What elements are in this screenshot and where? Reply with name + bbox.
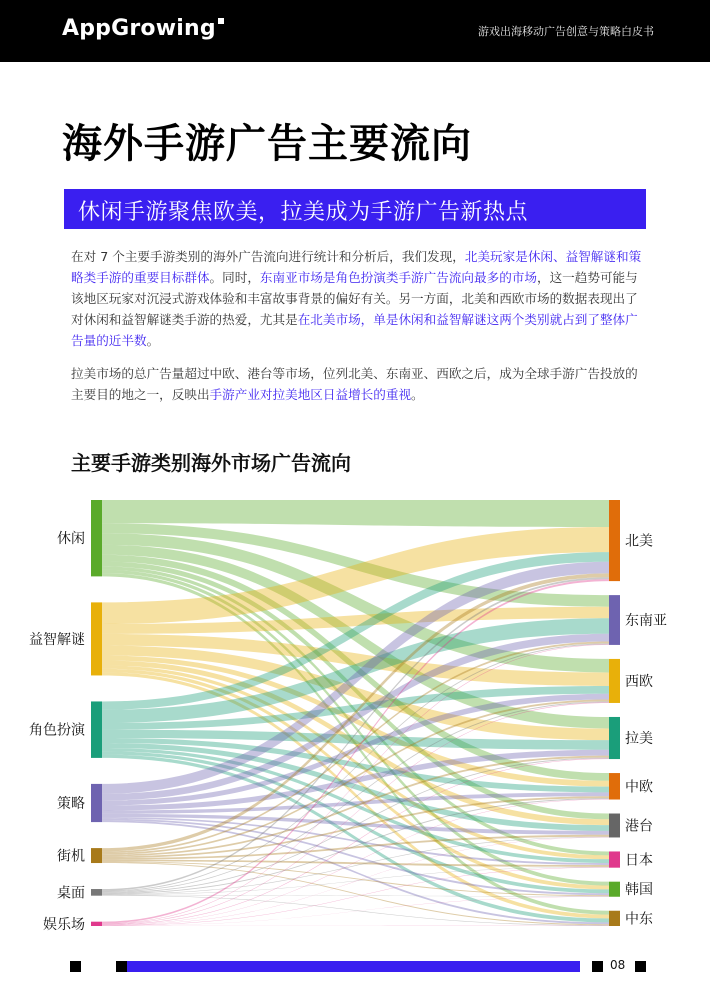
footer-square-end xyxy=(635,961,646,972)
target-node-中欧 xyxy=(609,773,620,799)
source-label: 街机 xyxy=(57,848,85,865)
target-label: 中东 xyxy=(625,911,653,928)
target-label: 中欧 xyxy=(625,779,653,796)
document-title: 游戏出海移动广告创意与策略白皮书 xyxy=(478,25,654,38)
source-node-策略 xyxy=(91,784,102,822)
target-label: 西欧 xyxy=(625,673,653,690)
source-node-街机 xyxy=(91,848,102,863)
page-number: 08 xyxy=(610,958,626,972)
chart-title: 主要手游类别海外市场广告流向 xyxy=(71,451,351,475)
target-node-拉美 xyxy=(609,717,620,759)
appgrowing-logo: AppGrowing xyxy=(62,16,224,41)
highlight-text: 北美玩家是休闲、益智解谜和策略类手游的重要目标群体 xyxy=(71,249,642,285)
target-node-港台 xyxy=(609,814,620,838)
footer-square-left xyxy=(70,961,81,972)
source-node-角色扮演 xyxy=(91,701,102,757)
flow-休闲-北美 xyxy=(102,500,609,527)
banner-text: 休闲手游聚焦欧美，拉美成为手游广告新热点 xyxy=(78,200,529,225)
target-node-西欧 xyxy=(609,659,620,703)
body-text: 。 xyxy=(411,387,424,402)
source-label: 娱乐场 xyxy=(43,916,85,933)
footer-progress-bar xyxy=(127,961,580,972)
target-label: 东南亚 xyxy=(625,613,667,630)
target-label: 韩国 xyxy=(625,882,653,899)
target-node-日本 xyxy=(609,851,620,867)
source-label: 益智解谜 xyxy=(29,631,85,648)
body-text: 在对 7 个主要手游类别的海外广告流向进行统计和分析后，我们发现， xyxy=(71,249,465,264)
target-label: 港台 xyxy=(625,818,653,835)
footer-square-right xyxy=(592,961,603,972)
source-node-娱乐场 xyxy=(91,922,102,926)
source-node-休闲 xyxy=(91,500,102,576)
target-node-韩国 xyxy=(609,882,620,897)
highlight-text: 东南亚市场是角色扮演类手游广告流向最多的市场 xyxy=(259,270,537,285)
target-label: 北美 xyxy=(625,533,653,550)
source-node-益智解谜 xyxy=(91,602,102,675)
target-label: 拉美 xyxy=(625,731,653,748)
body-text: ，这一趋势可能与该地区玩家对沉浸式游戏体验和丰富故事背景的偏好有关。另一方面，北美和西欧市场的数据表现出了对休闲和益智解谜类手游的热爱，尤其是 xyxy=(71,270,638,327)
sankey-links xyxy=(102,500,609,926)
source-node-桌面 xyxy=(91,889,102,896)
target-label: 日本 xyxy=(625,852,653,869)
source-label: 角色扮演 xyxy=(29,722,85,739)
source-label: 休闲 xyxy=(57,531,85,548)
highlight-text: 手游产业对拉美地区日益增长的重视 xyxy=(209,387,412,402)
body-text: 。 xyxy=(146,333,160,348)
body-text: 拉美市场的总广告量超过中欧、港台等市场，位列北美、东南亚、西欧之后，成为全球手游广告投放的主要目的地之一，反映出 xyxy=(71,366,638,402)
page-title: 海外手游广告主要流向 xyxy=(62,121,472,167)
source-label: 策略 xyxy=(57,796,85,812)
highlight-text: 在北美市场，单是休闲和益智解谜这两个类别就占到了整体广告量的近半数 xyxy=(71,312,638,348)
source-label: 桌面 xyxy=(57,885,85,902)
target-node-东南亚 xyxy=(609,595,620,645)
target-node-北美 xyxy=(609,500,620,581)
target-node-中东 xyxy=(609,911,620,926)
body-text: 。同时， xyxy=(209,270,260,285)
footer-square-mid xyxy=(116,961,127,972)
